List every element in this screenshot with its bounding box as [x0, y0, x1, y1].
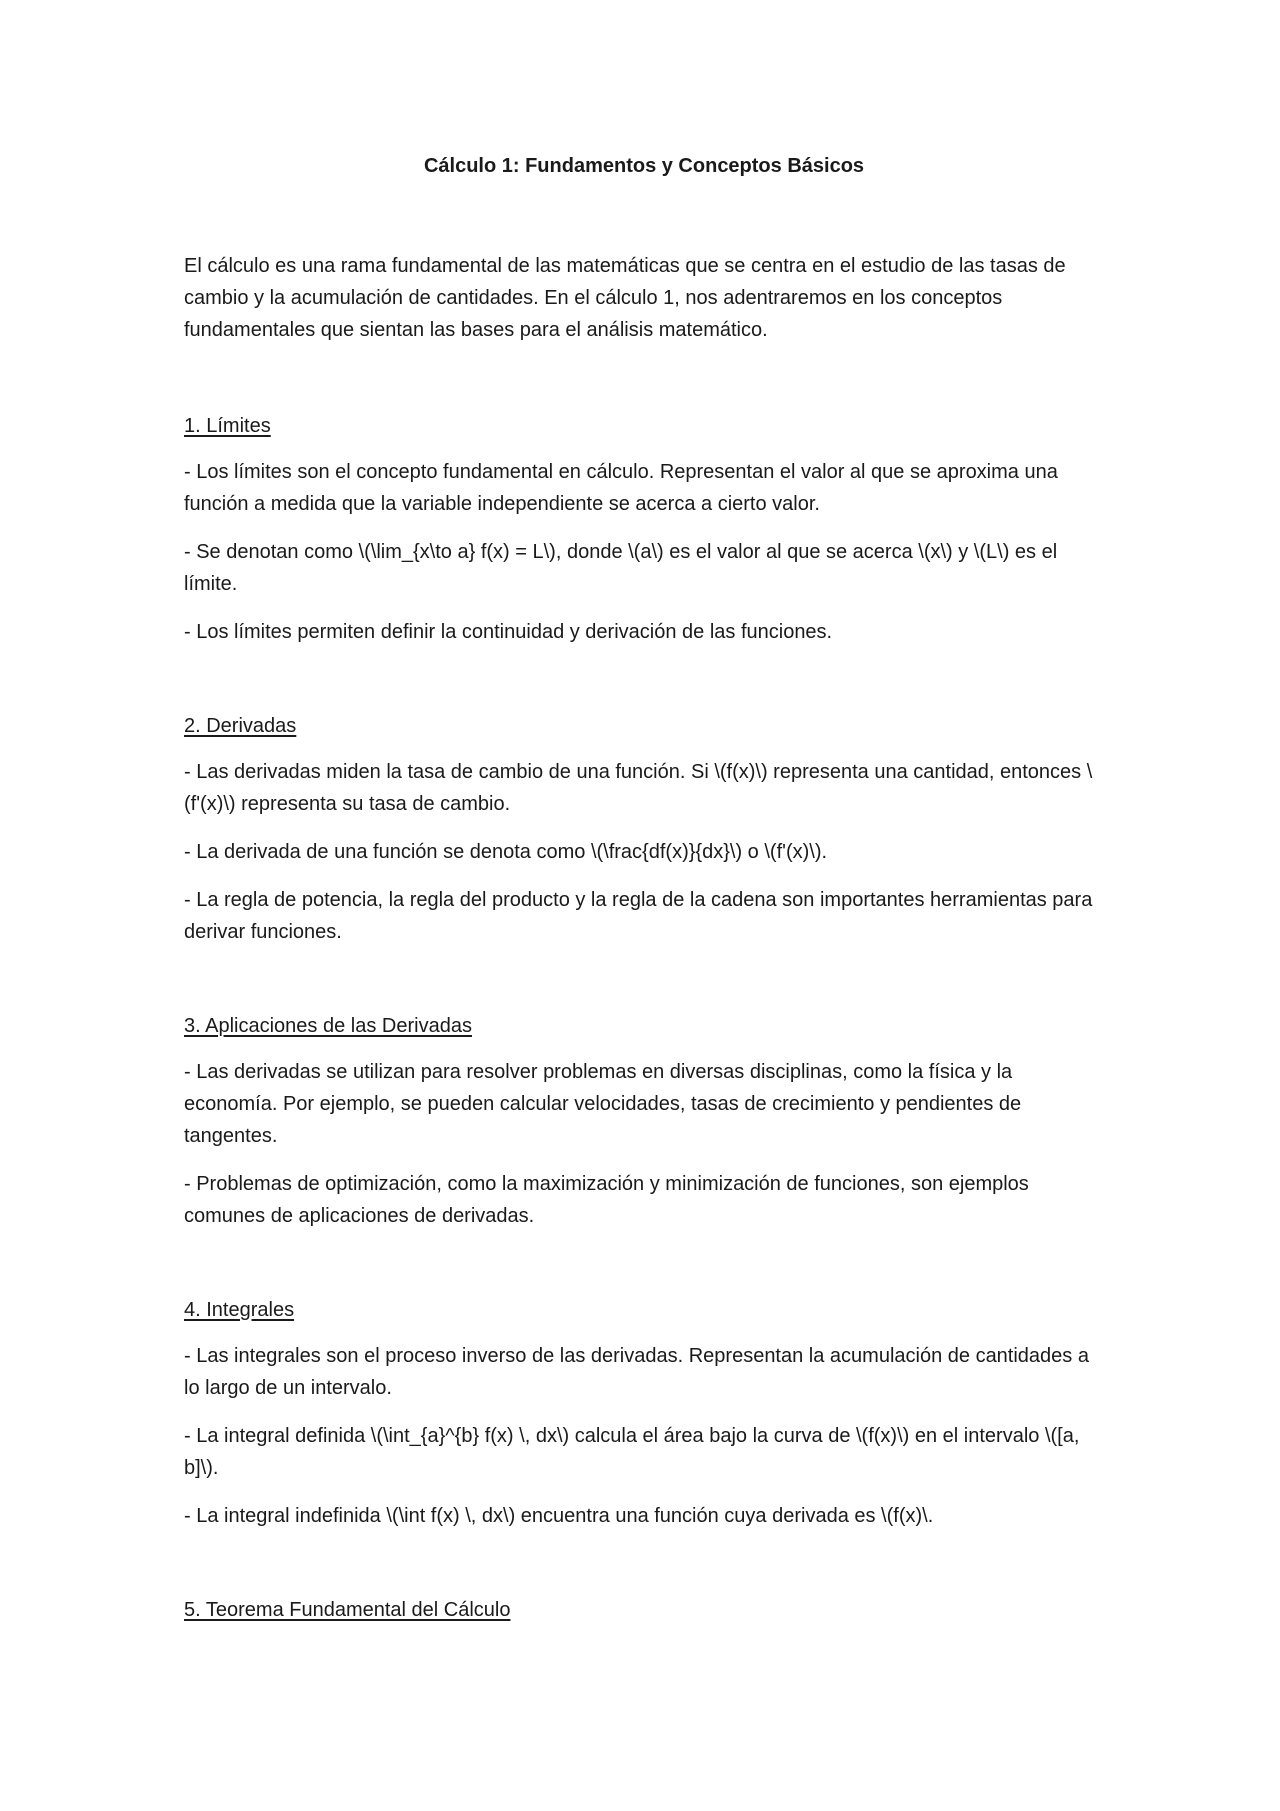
section-heading: 1. Límites — [184, 415, 271, 437]
section-paragraph: - Los límites son el concepto fundamental en cálculo. Representan el valor al que se aproxima una función a medida que la variable independiente se acerca a cierto valor. — [184, 461, 1058, 515]
section-heading: 4. Integrales — [184, 1299, 295, 1321]
section-paragraph: - Los límites permiten definir la continuidad y derivación de las funciones. — [184, 621, 833, 643]
section-paragraph: - La derivada de una función se denota como \(\frac{df(x)}{dx}\) o \(f'(x)\). — [184, 841, 828, 863]
section-heading: 2. Derivadas — [184, 715, 297, 737]
section-teorema — [184, 1594, 1104, 1626]
section-paragraph: - Las integrales son el proceso inverso de las derivadas. Representan la acumulación de cantidades a lo largo de un intervalo. — [184, 1345, 1089, 1399]
document-body — [184, 150, 1104, 1688]
document-title: Cálculo 1: Fundamentos y Conceptos Básicos — [423, 155, 865, 177]
section-paragraph: - Las derivadas se utilizan para resolver problemas en diversas disciplinas, como la física y la economía. Por ejemplo, se pueden calcular velocidades, tasas de crecimiento y pendientes de tangentes. — [184, 1061, 1022, 1147]
section-heading: 5. Teorema Fundamental del Cálculo — [184, 1599, 511, 1621]
section-paragraph: - La integral indefinida \(\int f(x) \, dx\) encuentra una función cuya derivada es \(f(x)\. — [184, 1505, 934, 1527]
section-derivadas — [184, 710, 1104, 948]
section-paragraph: - Las derivadas miden la tasa de cambio de una función. Si \(f(x)\) representa una cantidad, entonces \(f'(x)\) representa su tasa de cambio. — [184, 761, 1093, 815]
section-paragraph: - La integral definida \(\int_{a}^{b} f(x) \, dx\) calcula el área bajo la curva de \(f(x)\) en el intervalo \([a, b]\). — [184, 1425, 1080, 1479]
section-limites — [184, 410, 1104, 648]
section-paragraph: - Problemas de optimización, como la maximización y minimización de funciones, son ejemplos comunes de aplicaciones de derivadas. — [184, 1173, 1029, 1227]
section-heading: 3. Aplicaciones de las Derivadas — [184, 1015, 472, 1037]
section-paragraph: - La regla de potencia, la regla del producto y la regla de la cadena son importantes herramientas para derivar funciones. — [184, 889, 1093, 943]
section-paragraph: - Se denotan como \(\lim_{x\to a} f(x) = L\), donde \(a\) es el valor al que se acerca \(x\) y \(L\) es el límite. — [184, 541, 1058, 595]
section-integrales — [184, 1294, 1104, 1532]
section-aplicaciones — [184, 1010, 1104, 1232]
intro-paragraph: El cálculo es una rama fundamental de las matemáticas que se centra en el estudio de las tasas de cambio y la acumulación de cantidades. En el cálculo 1, nos adentraremos en los conceptos fundamentales que sientan las bases para el análisis matemático. — [184, 255, 1066, 341]
